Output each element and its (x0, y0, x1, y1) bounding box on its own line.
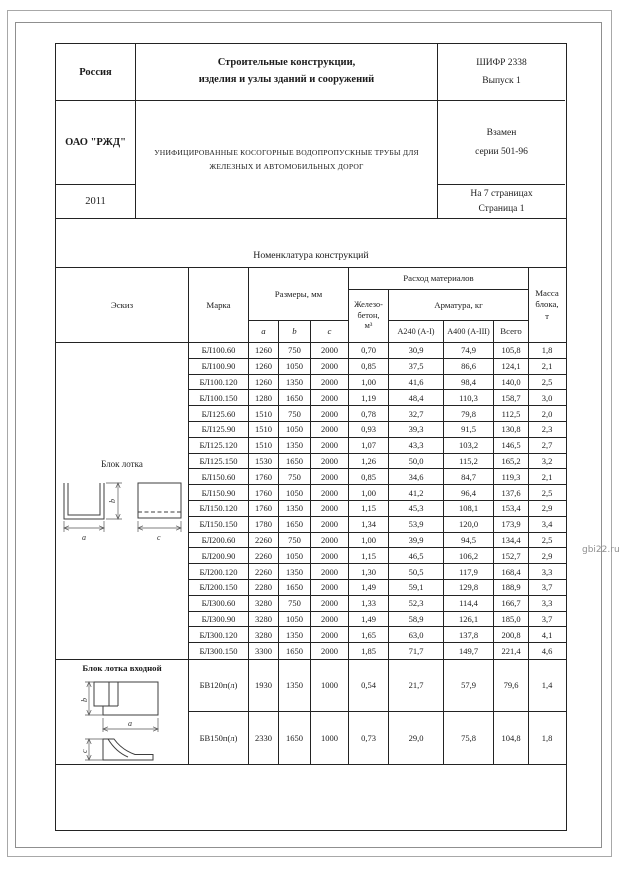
mark-cell: БЛ150.150 (189, 517, 249, 532)
value-cell: 200,8 (494, 627, 529, 642)
dim-label-b: b (80, 697, 89, 702)
mark-cell: БЛ125.60 (189, 406, 249, 421)
value-cell: 79,8 (444, 406, 494, 421)
col-header-rebar: Арматура, кг (389, 290, 529, 321)
value-cell: 1350 (279, 564, 311, 579)
value-cell: 115,2 (444, 454, 494, 469)
value-cell: 57,9 (444, 660, 494, 711)
value-cell: 108,1 (444, 501, 494, 516)
value-cell: 3,7 (541, 582, 553, 593)
mark-cell: БВ150п(л) (189, 712, 249, 764)
value-cell: 2000 (311, 580, 349, 595)
value-cell: 98,4 (444, 375, 494, 390)
value-cell: 117,9 (444, 564, 494, 579)
table-row (189, 390, 566, 406)
table-row (189, 469, 566, 485)
col-header-a400: А400 (А-III) (444, 321, 494, 342)
mark-cell: БЛ300.120 (189, 627, 249, 642)
nomenclature-title: Номенклатура конструкций (56, 219, 566, 268)
value-cell: 2000 (311, 564, 349, 579)
dim-label-a: a (128, 718, 132, 728)
value-cell: 1,8 (541, 732, 553, 743)
empty-footer-cell (56, 765, 566, 830)
value-cell: 71,7 (389, 643, 444, 659)
value-cell: 2,0 (541, 408, 553, 419)
value-cell: 91,5 (444, 422, 494, 437)
value-cell: 119,3 (494, 469, 529, 484)
value-cell: 1000 (311, 712, 349, 764)
value-cell: 0,85 (349, 359, 389, 374)
table-row (189, 406, 566, 422)
value-cell: 2000 (311, 485, 349, 500)
value-cell: 103,2 (444, 438, 494, 453)
value-cell: 1350 (279, 501, 311, 516)
value-cell: 750 (279, 469, 311, 484)
section-channel-blocks (56, 343, 566, 660)
value-cell: 3,3 (541, 598, 553, 609)
value-cell: 0,73 (349, 712, 389, 764)
col-header-total: Всего (494, 321, 529, 342)
value-cell: 2260 (249, 533, 279, 548)
inlet-block-label: Блок лотка входной (82, 662, 162, 673)
document-title-cell: УНИФИЦИРОВАННЫЕ КОСОГОРНЫЕ ВОДОПРОПУСКНЫЕ ТРУБЫ ДЛЯ ЖЕЛЕЗНЫХ И АВТОМОБИЛЬНЫХ ДОРОГ (136, 101, 438, 218)
value-cell: 2000 (311, 596, 349, 611)
value-cell: 166,7 (494, 596, 529, 611)
table-row (189, 596, 566, 612)
mark-cell: БЛ125.120 (189, 438, 249, 453)
value-cell: 1,33 (349, 596, 389, 611)
table-row (189, 580, 566, 596)
value-cell: 0,93 (349, 422, 389, 437)
table-column-headers (56, 268, 566, 343)
col-header-mass: Масса блока, т (535, 287, 559, 321)
value-cell: 3,2 (541, 455, 553, 466)
channel-block-sketch (56, 479, 188, 543)
value-cell: 137,8 (444, 627, 494, 642)
value-cell: 152,7 (494, 548, 529, 563)
value-cell: 137,6 (494, 485, 529, 500)
value-cell: 2,1 (541, 471, 553, 482)
table-row (189, 454, 566, 470)
value-cell: 39,3 (389, 422, 444, 437)
mark-cell: БЛ200.90 (189, 548, 249, 563)
mark-cell: БЛ150.120 (189, 501, 249, 516)
table-row (189, 612, 566, 628)
value-cell: 1350 (279, 627, 311, 642)
col-header-sketch: Эскиз (56, 268, 189, 342)
value-cell: 1930 (249, 660, 279, 711)
value-cell: 2,5 (541, 487, 553, 498)
value-cell: 3,3 (541, 566, 553, 577)
mark-cell: БЛ100.150 (189, 390, 249, 405)
value-cell: 2,3 (541, 424, 553, 435)
value-cell: 105,8 (494, 343, 529, 358)
value-cell: 1510 (249, 422, 279, 437)
mark-cell: БЛ125.90 (189, 422, 249, 437)
value-cell: 29,0 (389, 712, 444, 764)
value-cell: 1,34 (349, 517, 389, 532)
table-row (189, 485, 566, 501)
inlet-outline (94, 682, 158, 760)
value-cell: 165,2 (494, 454, 529, 469)
value-cell: 1050 (279, 485, 311, 500)
title-block (56, 44, 566, 219)
value-cell: 158,7 (494, 390, 529, 405)
value-cell: 2,9 (541, 550, 553, 561)
value-cell: 1,49 (349, 612, 389, 627)
value-cell: 2000 (311, 548, 349, 563)
value-cell: 2,5 (541, 534, 553, 545)
table-row (189, 627, 566, 643)
value-cell: 50,5 (389, 564, 444, 579)
value-cell: 1650 (279, 454, 311, 469)
value-cell: 1,15 (349, 548, 389, 563)
value-cell: 1000 (311, 660, 349, 711)
col-header-a: a (249, 321, 279, 342)
col-header-dimensions: Размеры, мм (249, 268, 349, 321)
value-cell: 1650 (279, 517, 311, 532)
value-cell: 1350 (279, 375, 311, 390)
organization-cell: ОАО "РЖД" (56, 101, 136, 185)
value-cell: 53,9 (389, 517, 444, 532)
section-inlet-blocks (56, 660, 566, 765)
value-cell: 86,6 (444, 359, 494, 374)
value-cell: 2000 (311, 627, 349, 642)
value-cell: 112,5 (494, 406, 529, 421)
value-cell: 2000 (311, 612, 349, 627)
watermark: gbi22.ru (582, 545, 620, 555)
value-cell: 2000 (311, 390, 349, 405)
value-cell: 2000 (311, 343, 349, 358)
value-cell: 140,0 (494, 375, 529, 390)
value-cell: 1650 (279, 712, 311, 764)
value-cell: 1650 (279, 580, 311, 595)
col-header-materials: Расход материалов (349, 268, 529, 290)
value-cell: 2260 (249, 564, 279, 579)
table-row (189, 643, 566, 659)
value-cell: 750 (279, 406, 311, 421)
table-row (189, 548, 566, 564)
value-cell: 1050 (279, 359, 311, 374)
value-cell: 3300 (249, 643, 279, 659)
mark-cell: БЛ150.60 (189, 469, 249, 484)
value-cell: 1,8 (541, 345, 553, 356)
value-cell: 58,9 (389, 612, 444, 627)
value-cell: 2280 (249, 580, 279, 595)
value-cell: 750 (279, 533, 311, 548)
country-cell: Россия (56, 44, 136, 101)
value-cell: 0,78 (349, 406, 389, 421)
table-row (189, 712, 566, 764)
table-row (189, 533, 566, 549)
mark-cell: БЛ300.90 (189, 612, 249, 627)
col-header-mark: Марка (189, 268, 249, 342)
dimension-lines (64, 483, 181, 532)
table-row (189, 422, 566, 438)
value-cell: 2260 (249, 548, 279, 563)
value-cell: 1260 (249, 375, 279, 390)
year-cell: 2011 (56, 185, 136, 218)
value-cell: 1,15 (349, 501, 389, 516)
mark-cell: БЛ125.150 (189, 454, 249, 469)
value-cell: 96,4 (444, 485, 494, 500)
value-cell: 32,7 (389, 406, 444, 421)
value-cell: 2000 (311, 501, 349, 516)
value-cell: 48,4 (389, 390, 444, 405)
document-sheet (55, 43, 567, 831)
table-row (189, 564, 566, 580)
value-cell: 1,49 (349, 580, 389, 595)
mark-cell: БЛ100.90 (189, 359, 249, 374)
table-row (189, 660, 566, 712)
dim-label-c: c (80, 749, 89, 753)
value-cell: 0,70 (349, 343, 389, 358)
col-header-concrete: Железо- бетон, м³ (349, 290, 389, 342)
value-cell: 120,0 (444, 517, 494, 532)
value-cell: 126,1 (444, 612, 494, 627)
dim-label-c: c (157, 533, 161, 542)
dimension-lines (85, 682, 158, 760)
value-cell: 185,0 (494, 612, 529, 627)
series-title-cell: Строительные конструкции, изделия и узлы зданий и сооружений (136, 44, 438, 101)
value-cell: 1050 (279, 422, 311, 437)
value-cell: 1510 (249, 438, 279, 453)
value-cell: 1260 (249, 359, 279, 374)
value-cell: 1,07 (349, 438, 389, 453)
value-cell: 4,1 (541, 629, 553, 640)
value-cell: 2000 (311, 533, 349, 548)
value-cell: 1050 (279, 548, 311, 563)
value-cell: 1050 (279, 612, 311, 627)
value-cell: 3,0 (541, 392, 553, 403)
dim-label-b: b (108, 499, 117, 503)
value-cell: 153,4 (494, 501, 529, 516)
value-cell: 130,8 (494, 422, 529, 437)
value-cell: 129,8 (444, 580, 494, 595)
value-cell: 750 (279, 596, 311, 611)
value-cell: 1280 (249, 390, 279, 405)
value-cell: 750 (279, 343, 311, 358)
value-cell: 188,9 (494, 580, 529, 595)
col-header-c: c (311, 321, 349, 342)
mark-cell: БЛ100.60 (189, 343, 249, 358)
value-cell: 3,7 (541, 613, 553, 624)
value-cell: 3280 (249, 627, 279, 642)
value-cell: 41,2 (389, 485, 444, 500)
mark-cell: БЛ200.150 (189, 580, 249, 595)
value-cell: 79,6 (494, 660, 529, 711)
mark-cell: БЛ300.150 (189, 643, 249, 659)
value-cell: 1,26 (349, 454, 389, 469)
value-cell: 149,7 (444, 643, 494, 659)
value-cell: 1760 (249, 469, 279, 484)
value-cell: 84,7 (444, 469, 494, 484)
value-cell: 1760 (249, 501, 279, 516)
value-cell: 2000 (311, 406, 349, 421)
value-cell: 2000 (311, 643, 349, 659)
value-cell: 45,3 (389, 501, 444, 516)
value-cell: 37,5 (389, 359, 444, 374)
table-row (189, 501, 566, 517)
mark-cell: БЛ150.90 (189, 485, 249, 500)
inlet-block-sketch (56, 675, 188, 764)
value-cell: 0,54 (349, 660, 389, 711)
value-cell: 94,5 (444, 533, 494, 548)
table-row (189, 343, 566, 359)
value-cell: 3,4 (541, 519, 553, 530)
value-cell: 1510 (249, 406, 279, 421)
value-cell: 1,30 (349, 564, 389, 579)
value-cell: 134,4 (494, 533, 529, 548)
value-cell: 1,85 (349, 643, 389, 659)
col-header-a240: А240 (А-I) (389, 321, 444, 342)
table-row (189, 438, 566, 454)
mark-cell: БЛ200.60 (189, 533, 249, 548)
value-cell: 106,2 (444, 548, 494, 563)
value-cell: 1,65 (349, 627, 389, 642)
value-cell: 1,4 (541, 680, 553, 691)
value-cell: 2,1 (541, 361, 553, 372)
table-row (189, 375, 566, 391)
value-cell: 34,6 (389, 469, 444, 484)
value-cell: 1260 (249, 343, 279, 358)
channel-outline (64, 483, 181, 519)
value-cell: 2000 (311, 454, 349, 469)
value-cell: 59,1 (389, 580, 444, 595)
table-row (189, 359, 566, 375)
inlet-block-rows (189, 660, 566, 764)
table-row (189, 517, 566, 533)
value-cell: 1780 (249, 517, 279, 532)
value-cell: 43,3 (389, 438, 444, 453)
value-cell: 21,7 (389, 660, 444, 711)
value-cell: 1,00 (349, 533, 389, 548)
value-cell: 3280 (249, 596, 279, 611)
value-cell: 1650 (279, 390, 311, 405)
value-cell: 63,0 (389, 627, 444, 642)
value-cell: 173,9 (494, 517, 529, 532)
value-cell: 2000 (311, 422, 349, 437)
value-cell: 104,8 (494, 712, 529, 764)
value-cell: 2,9 (541, 503, 553, 514)
value-cell: 50,0 (389, 454, 444, 469)
value-cell: 1350 (279, 438, 311, 453)
value-cell: 74,9 (444, 343, 494, 358)
value-cell: 168,4 (494, 564, 529, 579)
value-cell: 146,5 (494, 438, 529, 453)
value-cell: 1,19 (349, 390, 389, 405)
channel-block-sketch-cell (56, 343, 189, 659)
channel-block-label: Блок лотка (101, 459, 143, 469)
value-cell: 3280 (249, 612, 279, 627)
pages-cell: На 7 страницах Страница 1 (470, 189, 533, 214)
value-cell: 2000 (311, 375, 349, 390)
mark-cell: БВ120п(л) (189, 660, 249, 711)
value-cell: 124,1 (494, 359, 529, 374)
value-cell: 221,4 (494, 643, 529, 659)
value-cell: 2,5 (541, 376, 553, 387)
value-cell: 0,85 (349, 469, 389, 484)
value-cell: 2000 (311, 469, 349, 484)
value-cell: 110,3 (444, 390, 494, 405)
value-cell: 1,00 (349, 375, 389, 390)
dim-label-a: a (82, 533, 86, 542)
value-cell: 41,6 (389, 375, 444, 390)
value-cell: 2,7 (541, 440, 553, 451)
value-cell: 46,5 (389, 548, 444, 563)
value-cell: 2000 (311, 438, 349, 453)
value-cell: 75,8 (444, 712, 494, 764)
value-cell: 1,00 (349, 485, 389, 500)
mark-cell: БЛ300.60 (189, 596, 249, 611)
value-cell: 114,4 (444, 596, 494, 611)
value-cell: 39,9 (389, 533, 444, 548)
mark-cell: БЛ200.120 (189, 564, 249, 579)
value-cell: 30,9 (389, 343, 444, 358)
value-cell: 1350 (279, 660, 311, 711)
cipher-cell: ШИФР 2338 Выпуск 1 (438, 44, 565, 101)
mark-cell: БЛ100.120 (189, 375, 249, 390)
replaces-cell: Взамен серии 501-96 (438, 101, 565, 185)
value-cell: 1530 (249, 454, 279, 469)
col-header-b: b (279, 321, 311, 342)
value-cell: 2000 (311, 517, 349, 532)
value-cell: 52,3 (389, 596, 444, 611)
value-cell: 2330 (249, 712, 279, 764)
value-cell: 1650 (279, 643, 311, 659)
inlet-block-sketch-cell (56, 660, 189, 764)
value-cell: 2000 (311, 359, 349, 374)
channel-block-rows (189, 343, 566, 659)
value-cell: 1760 (249, 485, 279, 500)
value-cell: 4,6 (541, 646, 553, 657)
